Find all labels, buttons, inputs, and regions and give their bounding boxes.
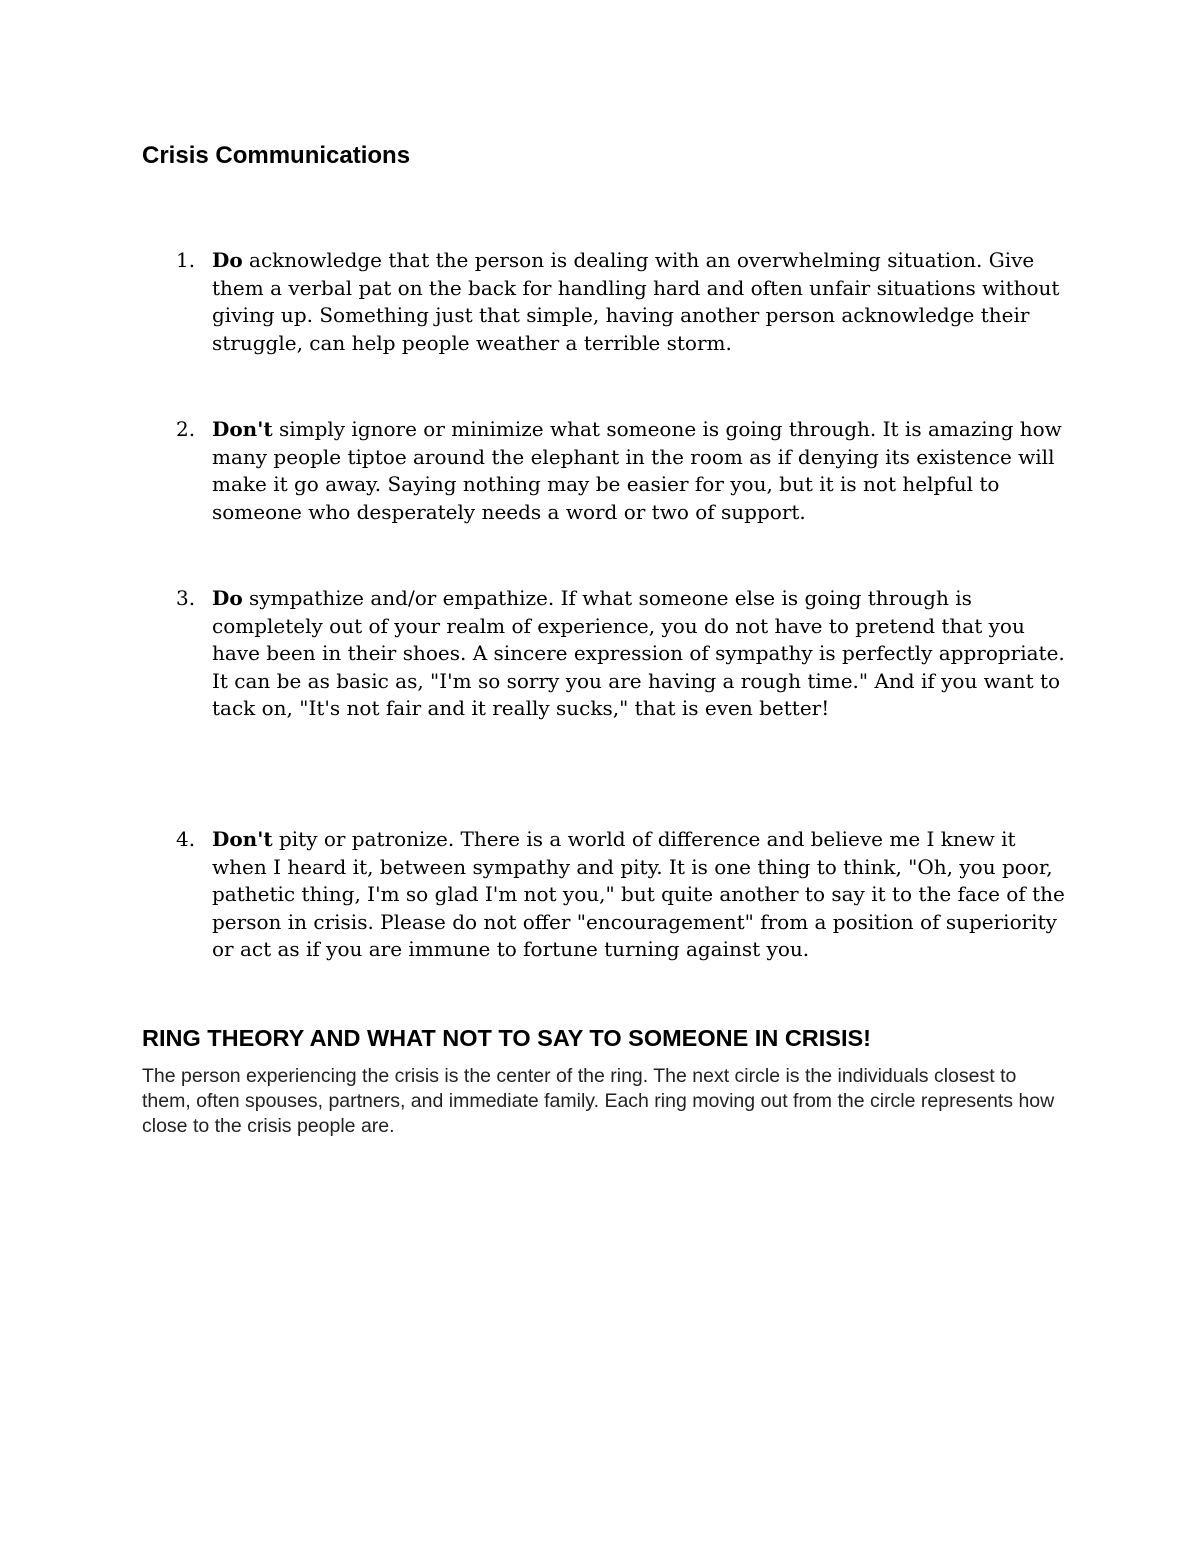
tip-lead: Don't xyxy=(212,417,273,441)
tip-item xyxy=(176,826,1076,964)
tip-text xyxy=(212,826,1076,964)
tip-lead: Do xyxy=(212,248,243,272)
tip-lead: Do xyxy=(212,586,243,610)
tip-text xyxy=(212,585,1076,723)
tip-body: sympathize and/or empathize. If what someone else is going through is completely out of your realm of experience, you do not have to pretend that you have been in their shoes. A sincere expression of sympathy is perfectly appropriate. It can be as basic as, "I'm so sorry you are having a rough time." And if you want to tack on, "It's not fair and it really sucks," that is even better! xyxy=(212,586,1065,720)
tip-number: 1. xyxy=(176,248,196,272)
tip-number: 2. xyxy=(176,417,196,441)
tip-number: 4. xyxy=(176,827,196,851)
document-title: Crisis Communications xyxy=(142,142,411,169)
section-body: The person experiencing the crisis is the center of the ring. The next circle is the individuals closest to them, often spouses, partners, and immediate family. Each ring moving out from the circle represents how close to the crisis people are. xyxy=(142,1065,1055,1137)
tip-item xyxy=(176,247,1076,357)
tip-number: 3. xyxy=(176,586,196,610)
tip-text xyxy=(212,247,1076,357)
tip-item xyxy=(176,416,1076,526)
tip-body: acknowledge that the person is dealing with an overwhelming situation. Give them a verbal pat on the back for handling hard and often unfair situations without giving up. Something just that simple, having another person acknowledge their struggle, can help people weather a terrible storm. xyxy=(212,248,1060,355)
tip-text xyxy=(212,416,1076,526)
section-heading: RING THEORY AND WHAT NOT TO SAY TO SOMEONE IN CRISIS! xyxy=(142,1025,872,1051)
tip-lead: Don't xyxy=(212,827,273,851)
tip-item xyxy=(176,585,1076,723)
tip-body: pity or patronize. There is a world of difference and believe me I knew it when I heard it, between sympathy and pity. It is one thing to think, "Oh, you poor, pathetic thing, I'm so glad I'm not you," but quite another to say it to the face of the person in crisis. Please do not offer "encouragement" from a position of superiority or act as if you are immune to fortune turning against you. xyxy=(212,827,1065,961)
tip-body: simply ignore or minimize what someone is going through. It is amazing how many people tiptoe around the elephant in the room as if denying its existence will make it go away. Saying nothing may be easier for you, but it is not helpful to someone who desperately needs a word or two of support. xyxy=(212,417,1062,524)
